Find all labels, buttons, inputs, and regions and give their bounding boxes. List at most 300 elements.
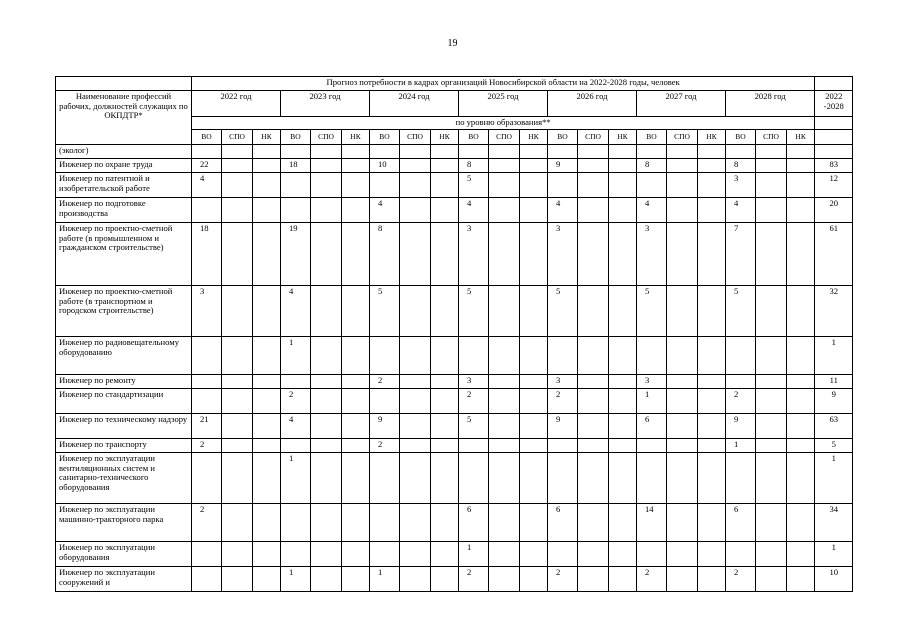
value-cell bbox=[667, 567, 698, 592]
value-cell bbox=[520, 389, 548, 414]
value-cell bbox=[311, 504, 342, 542]
value-cell bbox=[370, 389, 400, 414]
value-cell: 9 bbox=[548, 414, 578, 439]
value-cell: 8 bbox=[459, 159, 489, 173]
value-cell bbox=[400, 337, 431, 375]
value-cell bbox=[311, 286, 342, 337]
value-cell bbox=[787, 567, 815, 592]
value-cell bbox=[400, 145, 431, 159]
value-cell bbox=[520, 567, 548, 592]
value-cell: 9 bbox=[726, 414, 756, 439]
value-cell bbox=[253, 159, 281, 173]
profession-name: Инженер по проектно-сметной работе (в транспортном и городском строительстве) bbox=[56, 286, 192, 337]
value-cell bbox=[489, 286, 520, 337]
value-cell bbox=[431, 286, 459, 337]
value-cell bbox=[726, 542, 756, 567]
value-cell: 2 bbox=[370, 439, 400, 453]
value-cell bbox=[667, 337, 698, 375]
value-cell bbox=[489, 453, 520, 504]
value-cell: 3 bbox=[548, 223, 578, 286]
value-cell bbox=[192, 198, 222, 223]
value-cell bbox=[698, 337, 726, 375]
year-header: 2028 год bbox=[726, 91, 815, 117]
value-cell bbox=[637, 337, 667, 375]
value-cell bbox=[609, 542, 637, 567]
value-cell bbox=[698, 389, 726, 414]
value-cell bbox=[578, 223, 609, 286]
value-cell bbox=[548, 542, 578, 567]
value-cell bbox=[489, 389, 520, 414]
year-header: 2027 год bbox=[637, 91, 726, 117]
page-number: 19 bbox=[447, 38, 458, 49]
value-cell bbox=[342, 453, 370, 504]
value-cell: 4 bbox=[370, 198, 400, 223]
profession-name: Инженер по патентной и изобретательской работе bbox=[56, 173, 192, 198]
value-cell bbox=[370, 453, 400, 504]
value-cell bbox=[520, 223, 548, 286]
value-cell: 3 bbox=[548, 375, 578, 389]
profession-name: Инженер по охране труда bbox=[56, 159, 192, 173]
value-cell bbox=[400, 198, 431, 223]
value-cell bbox=[222, 414, 253, 439]
value-cell bbox=[698, 414, 726, 439]
value-cell bbox=[756, 223, 787, 286]
value-cell bbox=[548, 453, 578, 504]
profession-name: Инженер по техническому надзору bbox=[56, 414, 192, 439]
value-cell bbox=[578, 453, 609, 504]
value-cell bbox=[698, 504, 726, 542]
table-row bbox=[56, 504, 853, 542]
value-cell: 1 bbox=[726, 439, 756, 453]
forecast-title: Прогноз потребности в кадрах организаций Новосибирской области на 2022-2028 годы, человек bbox=[192, 77, 815, 91]
value-cell bbox=[192, 542, 222, 567]
value-cell bbox=[400, 542, 431, 567]
value-cell bbox=[667, 223, 698, 286]
total-cell: 34 bbox=[815, 504, 853, 542]
value-cell bbox=[192, 389, 222, 414]
value-cell bbox=[756, 542, 787, 567]
value-cell bbox=[756, 145, 787, 159]
value-cell: 6 bbox=[459, 504, 489, 542]
profession-name: Инженер по радиовещательному оборудованию bbox=[56, 337, 192, 375]
total-column-header: 2022 -2028 bbox=[815, 91, 853, 117]
value-cell bbox=[311, 145, 342, 159]
value-cell bbox=[667, 145, 698, 159]
value-cell bbox=[400, 567, 431, 592]
value-cell bbox=[726, 337, 756, 375]
value-cell bbox=[578, 504, 609, 542]
value-cell bbox=[609, 453, 637, 504]
value-cell bbox=[756, 375, 787, 389]
value-cell bbox=[342, 439, 370, 453]
value-cell bbox=[489, 375, 520, 389]
value-cell: 3 bbox=[192, 286, 222, 337]
value-cell: 19 bbox=[281, 223, 311, 286]
value-cell: 2 bbox=[192, 504, 222, 542]
value-cell bbox=[698, 542, 726, 567]
value-cell bbox=[342, 375, 370, 389]
value-cell bbox=[253, 286, 281, 337]
value-cell bbox=[578, 414, 609, 439]
value-cell bbox=[400, 173, 431, 198]
value-cell bbox=[222, 542, 253, 567]
value-cell bbox=[667, 389, 698, 414]
corner-cell bbox=[56, 77, 192, 91]
value-cell bbox=[311, 414, 342, 439]
value-cell bbox=[637, 542, 667, 567]
value-cell bbox=[489, 223, 520, 286]
value-cell bbox=[431, 439, 459, 453]
value-cell: 5 bbox=[637, 286, 667, 337]
level-header-spo: СПО bbox=[667, 129, 698, 144]
value-cell bbox=[431, 389, 459, 414]
value-cell bbox=[400, 375, 431, 389]
level-header-nk: НК bbox=[431, 129, 459, 144]
value-cell bbox=[253, 198, 281, 223]
value-cell bbox=[222, 286, 253, 337]
value-cell bbox=[370, 542, 400, 567]
value-cell: 8 bbox=[637, 159, 667, 173]
value-cell bbox=[459, 337, 489, 375]
value-cell: 3 bbox=[459, 375, 489, 389]
table-row bbox=[56, 542, 853, 567]
value-cell bbox=[609, 159, 637, 173]
value-cell bbox=[756, 567, 787, 592]
value-cell: 7 bbox=[726, 223, 756, 286]
value-cell bbox=[756, 173, 787, 198]
value-cell bbox=[520, 504, 548, 542]
value-cell: 3 bbox=[459, 223, 489, 286]
level-header-vo: ВО bbox=[459, 129, 489, 144]
total-cell: 1 bbox=[815, 453, 853, 504]
value-cell bbox=[698, 145, 726, 159]
value-cell bbox=[578, 567, 609, 592]
value-cell: 1 bbox=[459, 542, 489, 567]
value-cell bbox=[281, 173, 311, 198]
value-cell bbox=[667, 542, 698, 567]
total-spacer-cell bbox=[815, 117, 853, 130]
value-cell bbox=[222, 567, 253, 592]
level-header-spo: СПО bbox=[311, 129, 342, 144]
table-row bbox=[56, 567, 853, 592]
table-row bbox=[56, 375, 853, 389]
value-cell bbox=[698, 453, 726, 504]
level-header-vo: ВО bbox=[192, 129, 222, 144]
value-cell bbox=[637, 453, 667, 504]
value-cell bbox=[342, 223, 370, 286]
value-cell bbox=[548, 439, 578, 453]
year-header: 2022 год bbox=[192, 91, 281, 117]
value-cell bbox=[637, 145, 667, 159]
value-cell bbox=[253, 414, 281, 439]
value-cell: 2 bbox=[726, 567, 756, 592]
value-cell bbox=[281, 145, 311, 159]
total-cell: 32 bbox=[815, 286, 853, 337]
value-cell bbox=[637, 439, 667, 453]
value-cell bbox=[431, 453, 459, 504]
value-cell bbox=[787, 375, 815, 389]
value-cell bbox=[609, 504, 637, 542]
year-header-row bbox=[56, 91, 853, 117]
value-cell: 4 bbox=[281, 286, 311, 337]
value-cell bbox=[667, 286, 698, 337]
value-cell bbox=[637, 173, 667, 198]
value-cell bbox=[520, 145, 548, 159]
table-row bbox=[56, 159, 853, 173]
profession-name: Инженер по проектно-сметной работе (в промышленном и гражданском строительстве) bbox=[56, 223, 192, 286]
value-cell: 1 bbox=[637, 389, 667, 414]
value-cell bbox=[578, 542, 609, 567]
value-cell bbox=[281, 504, 311, 542]
value-cell bbox=[609, 439, 637, 453]
value-cell: 2 bbox=[548, 389, 578, 414]
value-cell bbox=[698, 159, 726, 173]
value-cell bbox=[489, 504, 520, 542]
value-cell bbox=[222, 453, 253, 504]
value-cell bbox=[311, 439, 342, 453]
total-cell: 9 bbox=[815, 389, 853, 414]
value-cell: 5 bbox=[459, 286, 489, 337]
value-cell bbox=[342, 567, 370, 592]
value-cell bbox=[520, 414, 548, 439]
value-cell bbox=[370, 337, 400, 375]
value-cell: 2 bbox=[548, 567, 578, 592]
value-cell bbox=[342, 389, 370, 414]
value-cell bbox=[281, 439, 311, 453]
value-cell bbox=[578, 173, 609, 198]
value-cell: 4 bbox=[548, 198, 578, 223]
value-cell bbox=[609, 337, 637, 375]
value-cell bbox=[787, 223, 815, 286]
value-cell: 8 bbox=[370, 223, 400, 286]
value-cell bbox=[431, 159, 459, 173]
value-cell bbox=[787, 453, 815, 504]
value-cell: 4 bbox=[192, 173, 222, 198]
value-cell bbox=[342, 337, 370, 375]
name-column-header: Наименование профессий рабочих, должностей служащих по ОКПДТР* bbox=[56, 91, 192, 145]
value-cell bbox=[431, 375, 459, 389]
value-cell bbox=[311, 173, 342, 198]
level-header-vo: ВО bbox=[370, 129, 400, 144]
value-cell bbox=[431, 414, 459, 439]
value-cell: 10 bbox=[370, 159, 400, 173]
value-cell bbox=[253, 375, 281, 389]
value-cell bbox=[459, 145, 489, 159]
value-cell bbox=[787, 286, 815, 337]
value-cell bbox=[370, 504, 400, 542]
value-cell bbox=[311, 223, 342, 286]
value-cell bbox=[400, 453, 431, 504]
education-level-header: по уровню образования** bbox=[192, 117, 815, 130]
value-cell: 14 bbox=[637, 504, 667, 542]
value-cell bbox=[253, 504, 281, 542]
value-cell bbox=[281, 542, 311, 567]
value-cell bbox=[578, 389, 609, 414]
value-cell bbox=[489, 542, 520, 567]
value-cell bbox=[431, 542, 459, 567]
value-cell: 2 bbox=[726, 389, 756, 414]
value-cell bbox=[609, 223, 637, 286]
value-cell bbox=[222, 337, 253, 375]
value-cell: 1 bbox=[370, 567, 400, 592]
value-cell bbox=[222, 145, 253, 159]
value-cell bbox=[520, 439, 548, 453]
value-cell bbox=[342, 286, 370, 337]
value-cell bbox=[431, 567, 459, 592]
value-cell bbox=[192, 337, 222, 375]
value-cell bbox=[311, 337, 342, 375]
value-cell bbox=[253, 173, 281, 198]
value-cell bbox=[578, 145, 609, 159]
value-cell bbox=[489, 439, 520, 453]
level-header-nk: НК bbox=[609, 129, 637, 144]
year-header: 2024 год bbox=[370, 91, 459, 117]
value-cell bbox=[756, 286, 787, 337]
value-cell: 6 bbox=[637, 414, 667, 439]
year-header: 2025 год bbox=[459, 91, 548, 117]
value-cell bbox=[459, 453, 489, 504]
value-cell bbox=[192, 453, 222, 504]
level-header-vo: ВО bbox=[726, 129, 756, 144]
value-cell bbox=[489, 337, 520, 375]
value-cell bbox=[756, 389, 787, 414]
profession-name: Инженер по эксплуатации оборудования bbox=[56, 542, 192, 567]
value-cell: 4 bbox=[637, 198, 667, 223]
value-cell bbox=[787, 389, 815, 414]
value-cell bbox=[609, 389, 637, 414]
value-cell bbox=[459, 439, 489, 453]
value-cell bbox=[489, 159, 520, 173]
total-cell: 5 bbox=[815, 439, 853, 453]
level-header-spo: СПО bbox=[222, 129, 253, 144]
value-cell bbox=[311, 453, 342, 504]
value-cell bbox=[400, 414, 431, 439]
value-cell bbox=[520, 542, 548, 567]
value-cell: 9 bbox=[548, 159, 578, 173]
value-cell bbox=[342, 173, 370, 198]
table-row bbox=[56, 337, 853, 375]
value-cell bbox=[311, 389, 342, 414]
value-cell bbox=[342, 145, 370, 159]
value-cell: 5 bbox=[459, 173, 489, 198]
profession-name: (эколог) bbox=[56, 145, 192, 159]
value-cell bbox=[698, 198, 726, 223]
level-header-vo: ВО bbox=[548, 129, 578, 144]
value-cell bbox=[342, 504, 370, 542]
value-cell bbox=[578, 286, 609, 337]
value-cell bbox=[311, 567, 342, 592]
total-cell: 83 bbox=[815, 159, 853, 173]
value-cell bbox=[281, 375, 311, 389]
value-cell bbox=[370, 145, 400, 159]
table-row bbox=[56, 453, 853, 504]
value-cell bbox=[578, 439, 609, 453]
value-cell bbox=[311, 159, 342, 173]
value-cell bbox=[222, 198, 253, 223]
year-header: 2026 год bbox=[548, 91, 637, 117]
value-cell bbox=[667, 375, 698, 389]
value-cell bbox=[520, 159, 548, 173]
value-cell: 2 bbox=[281, 389, 311, 414]
table-row bbox=[56, 223, 853, 286]
value-cell bbox=[787, 439, 815, 453]
value-cell: 2 bbox=[637, 567, 667, 592]
table-row bbox=[56, 414, 853, 439]
value-cell bbox=[192, 567, 222, 592]
value-cell bbox=[726, 145, 756, 159]
level-header-nk: НК bbox=[342, 129, 370, 144]
value-cell: 2 bbox=[192, 439, 222, 453]
value-cell bbox=[520, 286, 548, 337]
table-row bbox=[56, 198, 853, 223]
total-cell bbox=[815, 145, 853, 159]
value-cell: 5 bbox=[548, 286, 578, 337]
total-cell: 11 bbox=[815, 375, 853, 389]
value-cell bbox=[192, 375, 222, 389]
value-cell bbox=[370, 173, 400, 198]
value-cell bbox=[609, 145, 637, 159]
value-cell bbox=[222, 504, 253, 542]
value-cell bbox=[609, 198, 637, 223]
value-cell bbox=[756, 198, 787, 223]
level-header-spo: СПО bbox=[756, 129, 787, 144]
workforce-forecast-table bbox=[55, 76, 853, 592]
total-cell: 1 bbox=[815, 337, 853, 375]
value-cell bbox=[311, 375, 342, 389]
value-cell bbox=[667, 198, 698, 223]
value-cell bbox=[787, 198, 815, 223]
corner-cell-right bbox=[815, 77, 853, 91]
value-cell bbox=[192, 145, 222, 159]
value-cell bbox=[548, 337, 578, 375]
value-cell bbox=[787, 159, 815, 173]
value-cell bbox=[578, 375, 609, 389]
value-cell bbox=[609, 567, 637, 592]
value-cell bbox=[489, 414, 520, 439]
value-cell: 6 bbox=[726, 504, 756, 542]
table-title-row bbox=[56, 77, 853, 91]
profession-name: Инженер по ремонту bbox=[56, 375, 192, 389]
value-cell bbox=[222, 375, 253, 389]
total-cell: 20 bbox=[815, 198, 853, 223]
value-cell bbox=[698, 567, 726, 592]
value-cell bbox=[756, 337, 787, 375]
value-cell bbox=[726, 453, 756, 504]
year-header: 2023 год bbox=[281, 91, 370, 117]
value-cell: 3 bbox=[637, 223, 667, 286]
total-cell: 10 bbox=[815, 567, 853, 592]
value-cell bbox=[431, 173, 459, 198]
profession-name: Инженер по эксплуатации машинно-тракторного парка bbox=[56, 504, 192, 542]
value-cell bbox=[281, 198, 311, 223]
value-cell bbox=[578, 159, 609, 173]
value-cell bbox=[787, 414, 815, 439]
value-cell bbox=[342, 542, 370, 567]
total-cell: 12 bbox=[815, 173, 853, 198]
value-cell bbox=[698, 286, 726, 337]
value-cell: 1 bbox=[281, 567, 311, 592]
level-header-spo: СПО bbox=[578, 129, 609, 144]
value-cell bbox=[342, 159, 370, 173]
value-cell: 18 bbox=[281, 159, 311, 173]
value-cell bbox=[667, 159, 698, 173]
level-header-spo: СПО bbox=[489, 129, 520, 144]
value-cell bbox=[548, 173, 578, 198]
level-header-nk: НК bbox=[698, 129, 726, 144]
value-cell bbox=[342, 198, 370, 223]
value-cell bbox=[609, 286, 637, 337]
value-cell bbox=[400, 504, 431, 542]
